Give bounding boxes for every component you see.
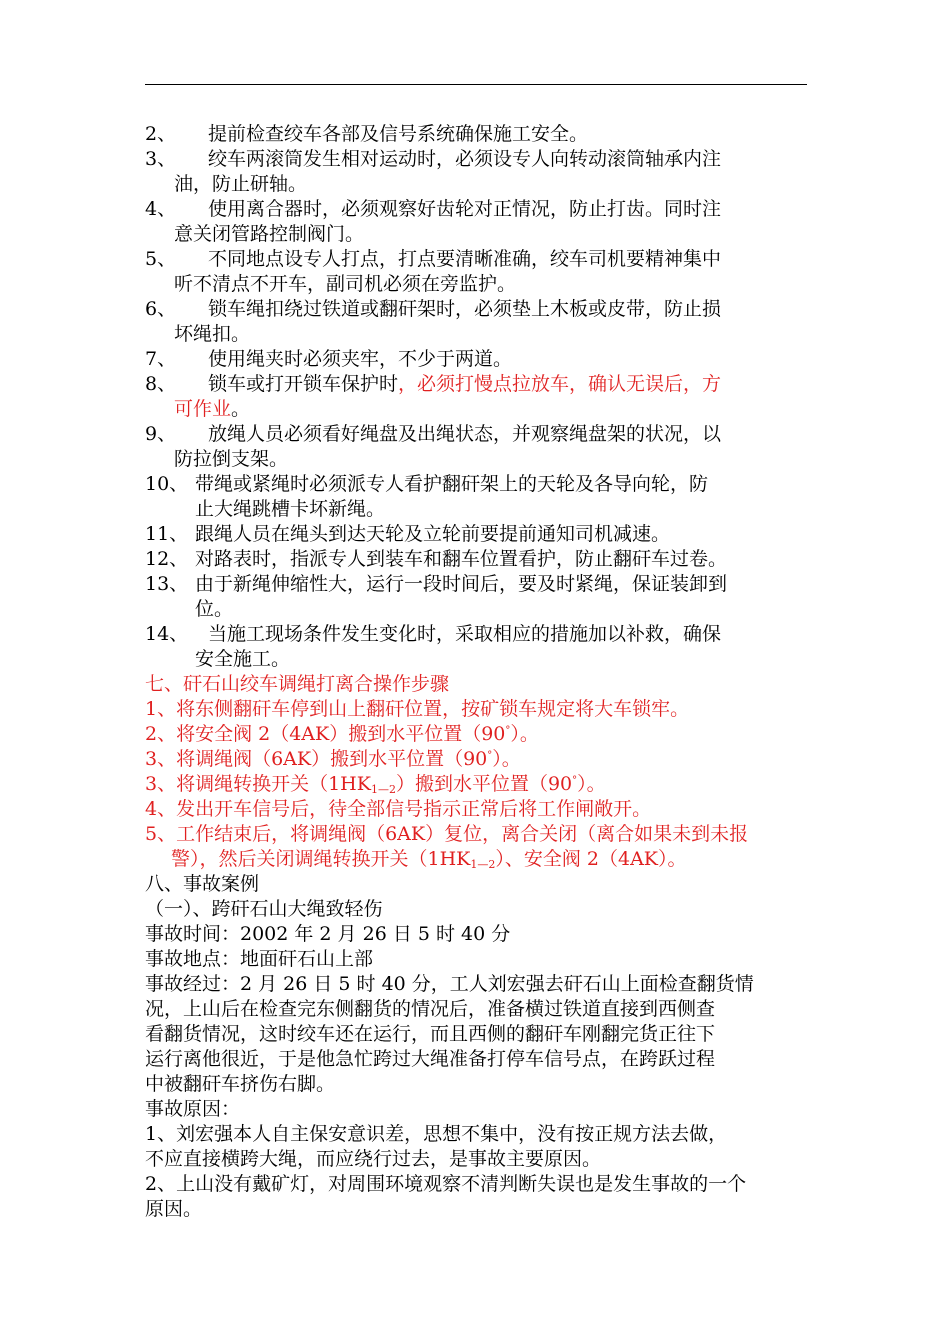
item-text-red: 可作业 (174, 398, 232, 420)
item-number: 8、 (145, 373, 177, 395)
item-text-end: 。 (231, 398, 251, 420)
step-6: 5、工作结束后，将调绳阀（6AK）复位，离合关闭（离合如果未到未报 警），然后关闭调绳转换开关$(1HK_{1—2})$、安全阀 2（4AK）。 (145, 823, 749, 871)
item-number: 7、 (145, 348, 177, 370)
list-item (145, 197, 810, 247)
item-text-line2: 意关闭管路控制阀门。 (174, 223, 365, 245)
item-text-line1: 绞车两滚筒发生相对运动时，必须设专人向转动滚筒轴承内注 (208, 148, 722, 170)
item-text: 跟绳人员在绳头到达天轮及立轮前要提前通知司机减速。 (195, 523, 671, 545)
item-text-line2: 安全施工。 (195, 648, 291, 670)
accident-place: 事故地点：地面矸石山上部 (145, 948, 374, 970)
item-number: 12、 (145, 548, 189, 570)
cause-1: 1、刘宏强本人自主保安意识差，思想不集中，没有按正规方法去做， 不应直接横跨大绳，而应绕行过去，是事故主要原因。 (145, 1123, 728, 1170)
list-item (145, 297, 810, 347)
item-text-line2: 止大绳跳槽卡坏新绳。 (195, 498, 386, 520)
document-body (145, 122, 810, 1222)
item-number: 9、 (145, 423, 177, 445)
item-text-line2 (174, 397, 810, 422)
section-8-title: 八、事故案例 (145, 873, 260, 895)
item-text-line1: 当施工现场条件发生变化时，采取相应的措施加以补救，确保 (208, 623, 722, 645)
item-text-line1: 使用离合器时，必须观察好齿轮对正情况，防止打齿。同时注 (208, 198, 722, 220)
list-item (145, 522, 810, 547)
list-item (145, 422, 810, 472)
item-number: 3、 (145, 148, 177, 170)
list-item (145, 347, 810, 372)
item-number: 11、 (145, 523, 189, 545)
cause-title: 事故原因： (145, 1098, 241, 1120)
item-text: 提前检查绞车各部及信号系统确保施工安全。 (208, 123, 589, 145)
item-text-line1: 锁车绳扣绕过铁道或翻矸架时，必须垫上木板或皮带，防止损 (208, 298, 722, 320)
step-3: 3、将调绳阀（6AK）搬到水平位置（90°）。 (145, 748, 521, 770)
step-2: 2、将安全阀 2（4AK）搬到水平位置（90°）。 (145, 723, 539, 745)
list-item (145, 472, 810, 522)
item-number: 10、 (145, 473, 189, 495)
item-text: 对路表时，指派专人到装车和翻车位置看护，防止翻矸车过卷。 (195, 548, 728, 570)
item-text-line1: 不同地点设专人打点，打点要清晰准确，绞车司机要精神集中 (208, 248, 722, 270)
item-text-line2: 油，防止研轴。 (174, 173, 308, 195)
item-text-line1: 放绳人员必须看好绳盘及出绳状态，并观察绳盘架的状况，以 (208, 423, 722, 445)
item-number: 2、 (145, 123, 177, 145)
list-item (145, 622, 810, 672)
list-item (145, 147, 810, 197)
item-number: 6、 (145, 298, 177, 320)
step-5: 4、发出开车信号后，待全部信号指示正常后将工作闸敞开。 (145, 798, 652, 820)
item-text: 使用绳夹时必须夹牢，不少于两道。 (208, 348, 513, 370)
section-7-title: 七、矸石山绞车调绳打离合操作步骤 (145, 673, 450, 695)
list-item (145, 122, 810, 147)
step-4: 3、将调绳转换开关$(1HK_{1—2})$搬到水平位置（90°）。 (145, 773, 606, 796)
item-text-black: 锁车或打开锁车保护时 (208, 373, 399, 395)
list-item (145, 547, 810, 572)
item-text-line2: 防拉倒支架。 (174, 448, 289, 470)
case-title: （一）、跨矸石山大绳致轻伤 (145, 898, 383, 920)
item-text-line2: 位。 (195, 598, 234, 620)
accident-time: 事故时间：2002 年 2 月 26 日 5 时 40 分 (145, 923, 511, 945)
item-number: 5、 (145, 248, 177, 270)
item-text-line2: 坏绳扣。 (174, 323, 251, 345)
item-text-line1: 由于新绳伸缩性大，运行一段时间后，要及时紧绳，保证装卸到 (195, 573, 728, 595)
list-item (145, 572, 810, 622)
list-item (145, 372, 810, 422)
item-text-red: ，必须打慢点拉放车，确认无误后，方 (398, 373, 722, 395)
item-number: 4、 (145, 198, 177, 220)
accident-process: 事故经过：2 月 26 日 5 时 40 分，工人刘宏强去矸石山上面检查翻货情 况，上山后在检查完东侧翻货的情况后，准备横过铁道直接到西侧查 看翻货情况，这时绞车还在运行，而且西侧的翻矸车刚翻完货正往下 运行离他很近，于是他急忙跨过大绳准备打停车信号点，在跨跃过程 中被翻矸车挤伤右脚。 (145, 973, 754, 1095)
item-text-line1: 带绳或紧绳时必须派专人看护翻矸架上的天轮及各导向轮，防 (195, 473, 709, 495)
step-1: 1、将东侧翻矸车停到山上翻矸位置，按矿锁车规定将大车锁牢。 (145, 698, 690, 720)
list-item (145, 247, 810, 297)
item-number: 14、 (145, 623, 189, 645)
cause-2: 2、上山没有戴矿灯，对周围环境观察不清判断失误也是发生事故的一个 原因。 (145, 1173, 747, 1220)
item-number: 13、 (145, 573, 189, 595)
item-text-line2: 听不清点不开车，副司机必须在旁监护。 (174, 273, 517, 295)
header-rule (145, 84, 807, 85)
